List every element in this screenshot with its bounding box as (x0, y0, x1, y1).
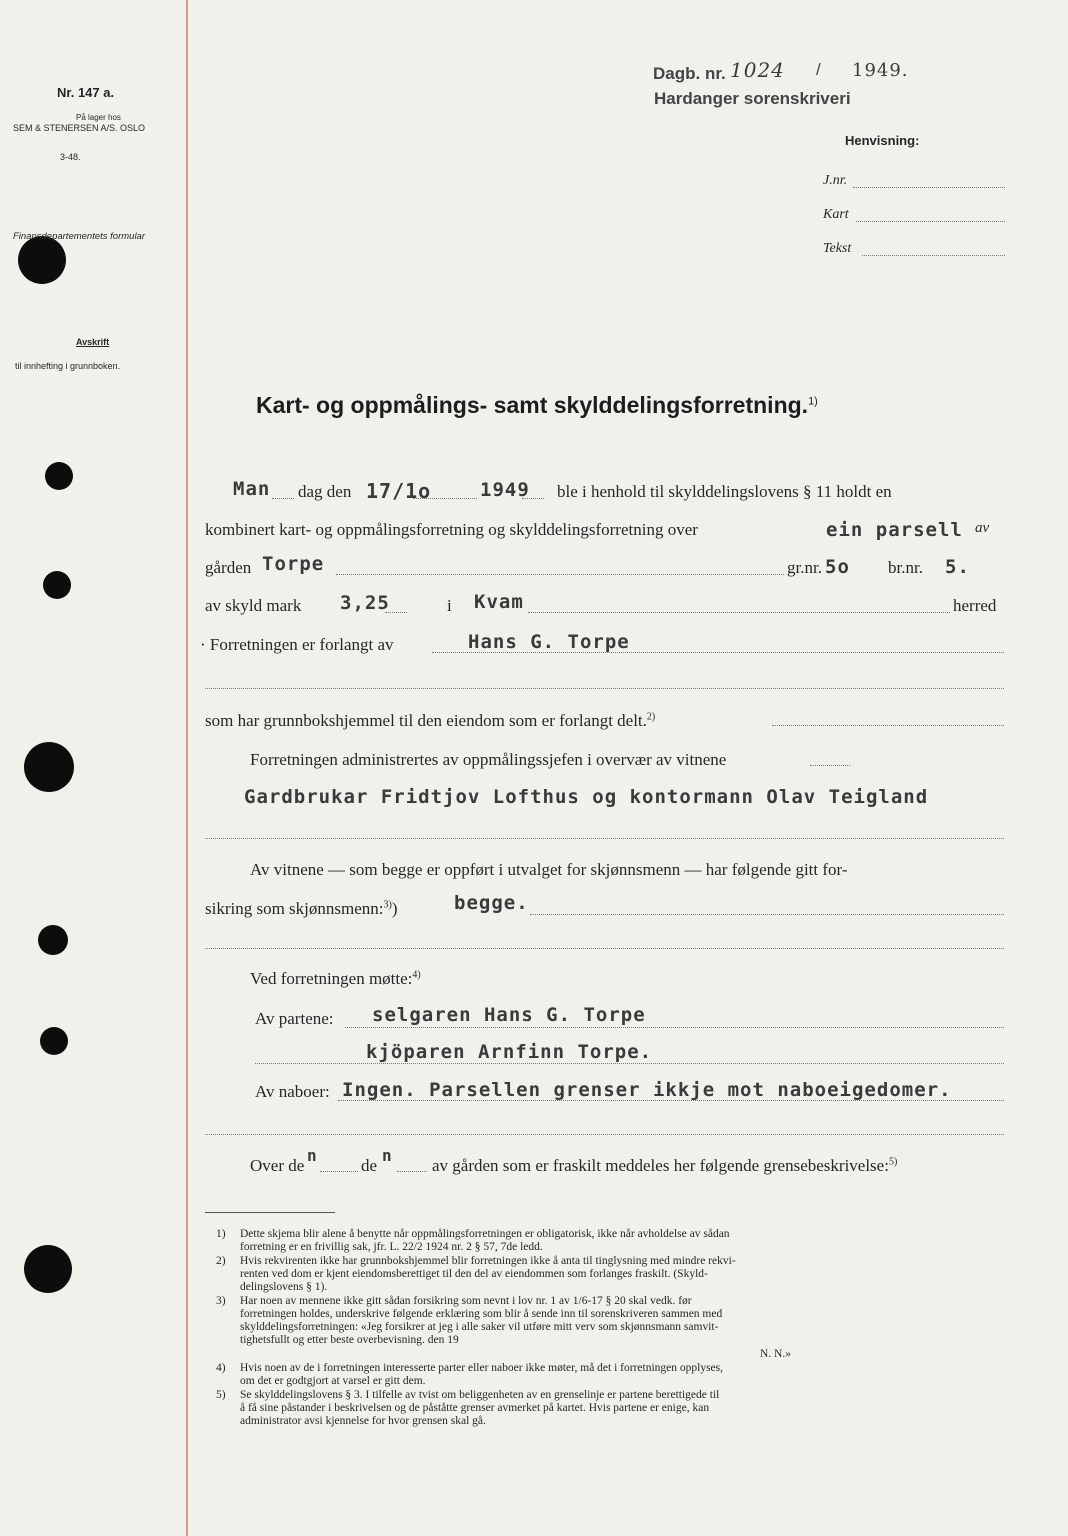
footnote (216, 1389, 1010, 1428)
reference-tekst-line (862, 255, 1005, 256)
municipality-line (528, 612, 950, 613)
hjemmel-footnote-mark: 2) (646, 711, 656, 723)
reference-heading: Henvisning: (845, 133, 920, 148)
requested-label-text: Forretningen er forlangt av (209, 635, 394, 654)
blank-line (205, 688, 1004, 689)
footnote-line: skylddelingsforretningen: «Jeg forsikrer at jeg i alle saker vil utføre mitt verv som skjønnsmann samvit- (240, 1321, 719, 1333)
margin-rule (186, 0, 188, 1536)
footnotes (216, 1228, 1010, 1429)
neighbors-line (338, 1100, 1004, 1101)
den-label: de (361, 1156, 378, 1175)
day-label: dag den (298, 482, 352, 501)
over-label: Over de (250, 1156, 305, 1175)
dagbok-year: 1949. (852, 60, 909, 81)
printer-line: På lager hos (76, 113, 121, 122)
neighbors-extra-line (205, 1134, 1004, 1135)
object-handwritten: ein parsell (826, 519, 963, 541)
weekday-handwritten: Man (233, 478, 271, 500)
footnote-mark: 5) (216, 1389, 226, 1401)
reference-jnr-label: J.nr. (823, 173, 848, 188)
reference-kart-label: Kart (823, 207, 849, 222)
date-handwritten: 17/1o (366, 479, 432, 503)
skyld-line (385, 612, 407, 613)
admin-text: Forretningen administrertes av oppmålingssjefen i overvær av vitnene (250, 750, 727, 769)
footnote-line: Dette skjema blir alene å benytte når oppmålingsforretningen er obligatorisk, ikke når avholdelse av sådan (240, 1228, 730, 1240)
footnote-mark: 3) (216, 1295, 226, 1307)
footnote-line: å få sine påstander i beskrivelsen og de påståtte grenser avmerket på kartet. Hvis partene er enige, kan (240, 1402, 710, 1414)
met-text (250, 969, 421, 989)
admin-line (810, 765, 850, 766)
skyld-label: av skyld mark (205, 596, 302, 615)
punch-hole (45, 462, 73, 490)
farm-handwritten: Torpe (262, 553, 325, 575)
boundary-text (432, 1156, 897, 1176)
punch-hole (18, 236, 66, 284)
punch-hole (43, 571, 71, 599)
dagbok-label: Dagb. nr. (653, 64, 726, 83)
document-title: Kart- og oppmålings- samt skylddelingsforretning.$^{1)}$ (256, 392, 818, 418)
footnote-line: forretning er en frivillig sak, jfr. L. 22/2 1924 nr. 2 § 57, 7de ledd. (240, 1241, 543, 1253)
footnote-line: delingslovens § 1). (240, 1281, 328, 1293)
farm-label: gården (205, 558, 252, 577)
witness-handwritten: begge. (454, 892, 529, 914)
farm-line (336, 574, 784, 575)
neighbors-handwritten: Ingen. Parsellen grenser ikkje mot naboeigedomer. (342, 1079, 952, 1101)
over-line (320, 1171, 358, 1172)
footnote-mark: 4) (216, 1362, 226, 1374)
gnr-handwritten: 5o (825, 556, 850, 578)
footnote-separator (205, 1212, 335, 1213)
bnr-handwritten: 5. (945, 556, 970, 578)
copy-note: til innhefting i grunnboken. (15, 361, 121, 371)
punch-hole (24, 1245, 72, 1293)
footnote-line: N. N.» (760, 1348, 791, 1360)
printer-date: 3-48. (60, 152, 81, 162)
witness-text-2: sikring som skjønnsmenn:$^{3)}$) (205, 899, 398, 918)
footnote (216, 1295, 1010, 1347)
party2-line (255, 1063, 1004, 1064)
parties-label: Av partene: (255, 1009, 334, 1028)
met-footnote-mark: 4) (412, 969, 421, 981)
footnote (216, 1255, 1010, 1294)
boundary-footnote-mark: 5) (888, 1156, 898, 1168)
weekday-line (272, 498, 294, 499)
footnote-line: forretningen holdes, underskrive følgende erklæring som blir å sende inn til sorenskriveren sammen med (240, 1308, 723, 1320)
footnote-line: tighetsfullt og etter beste overbevisning. den 19 (240, 1334, 459, 1346)
witnesses-extra-line (205, 838, 1004, 839)
footnote-line: om det er godtgjort at varsel er gitt dem. (240, 1375, 426, 1387)
footnote-line: administrator avsi kjennelse for hvor grensen skal gå. (240, 1415, 486, 1427)
over-handwritten: n (307, 1146, 318, 1165)
gnr-label: gr.nr. (787, 558, 822, 577)
dagbok-separator: / (816, 60, 821, 79)
ministry-form-label: Finansdepartementets formular (13, 231, 146, 242)
hjemmel-text (205, 711, 655, 731)
den-line (397, 1171, 427, 1172)
footnote (216, 1362, 1010, 1388)
office-stamp: Hardanger sorenskriveri (654, 89, 851, 108)
party1-handwritten: selgaren Hans G. Torpe (372, 1004, 646, 1026)
neighbors-label: Av naboer: (255, 1082, 330, 1101)
footnote-line: Har noen av mennene ikke gitt sådan forsikring som nevnt i lov nr. 1 av 1/6-17 § 20 skal vedk. før (240, 1295, 692, 1307)
copy-title: Avskrift (76, 337, 110, 347)
requested-label: · Forretningen er forlangt av (200, 635, 394, 654)
requester-handwritten: Hans G. Torpe (468, 631, 630, 653)
dagbok-number: 1024 (730, 58, 785, 82)
object-mark: av (975, 520, 990, 536)
witness-line (530, 914, 1004, 915)
met-text-body: Ved forretningen møtte: (250, 969, 413, 988)
footnote-mark: 1) (216, 1228, 226, 1240)
witnesses-handwritten: Gardbrukar Fridtjov Lofthus og kontormann Olav Teigland (244, 786, 929, 808)
herred-label: herred (953, 596, 997, 615)
date-line (413, 498, 477, 499)
hjemmel-text-body: som har grunnbokshjemmel til den eiendom som er forlangt delt. (205, 711, 647, 730)
footnote-line: renten ved dom er kjent eiendomsberettiget til den del av eiendommen som forlanges fraskilt. (Skyld- (240, 1268, 708, 1280)
footnote-mark: 2) (216, 1255, 226, 1267)
footnote-line: Hvis noen av de i forretningen interesserte parter eller naboer ikke møter, må det i forretningen opplyses, (240, 1362, 724, 1374)
party1-line (345, 1027, 1004, 1028)
line2-text: kombinert kart- og oppmålingsforretning og skylddelingsforretning over (205, 520, 698, 539)
bnr-label: br.nr. (888, 558, 923, 577)
title-footnote-mark: 1) (808, 395, 818, 408)
party2-handwritten: kjöparen Arnfinn Torpe. (366, 1041, 653, 1063)
printer-name: SEM & STENERSEN A/S. OSLO (13, 123, 146, 133)
in-label: i (447, 596, 452, 615)
witness-text-2-body: sikring som skjønnsmenn: (205, 899, 384, 918)
year-line (522, 498, 544, 499)
footnote-line: Se skylddelingslovens § 3. I tilfelle av tvist om beliggenheten av en grenselinje er partene berettigede til (240, 1389, 720, 1401)
footnote (240, 1348, 1010, 1361)
municipality-handwritten: Kvam (474, 591, 524, 613)
skyld-handwritten: 3,25 (340, 592, 390, 614)
form-number: Nr. 147 a. (57, 85, 115, 100)
reference-jnr-line (853, 187, 1005, 188)
punch-hole (38, 925, 68, 955)
year-handwritten: 1949 (480, 479, 530, 501)
reference-tekst-label: Tekst (823, 241, 852, 256)
witness-text-1: Av vitnene — som begge er oppført i utvalget for skjønnsmenn — har følgende gitt for- (250, 860, 848, 879)
reference-kart-line (856, 221, 1005, 222)
witness-footnote-mark: 3) (383, 899, 392, 911)
witness-extra-line (205, 948, 1004, 949)
den-handwritten: n (382, 1146, 393, 1165)
footnote (216, 1228, 1010, 1254)
hjemmel-line (772, 725, 1004, 726)
footnote-line: Hvis rekvirenten ikke har grunnbokshjemmel blir forretningen ikke å anta til tinglysning med mindre rekvi- (240, 1255, 736, 1267)
punch-hole (24, 742, 74, 792)
requester-line (432, 652, 1004, 653)
boundary-text-body: av gården som er fraskilt meddeles her følgende grensebeskrivelse: (432, 1156, 889, 1175)
punch-hole (40, 1027, 68, 1055)
line1-text: ble i henhold til skylddelingslovens § 11 holdt en (557, 482, 892, 501)
